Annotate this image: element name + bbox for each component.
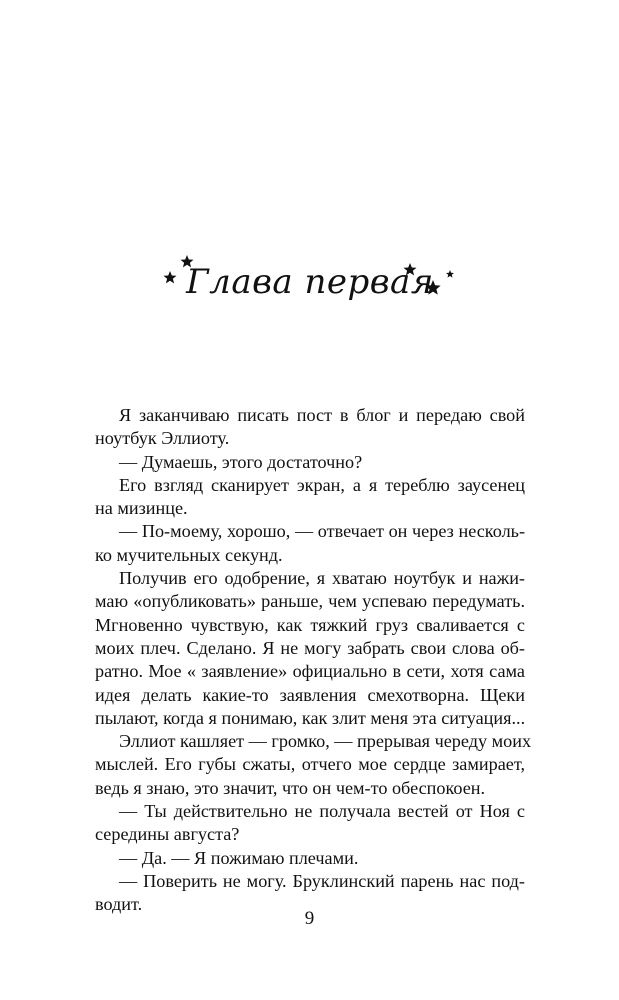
text-line: — Думаешь, этого достаточно?: [119, 451, 363, 472]
text-line: Я заканчиваю писать пост в блог и передаю свой: [119, 405, 525, 425]
text-line: маю «опубликовать» раньше, чем успеваю передумать.: [95, 591, 525, 612]
page-number: 9: [304, 908, 315, 929]
text-line: ратно. Мое « заявление» официально в сети, хотя сама: [95, 661, 525, 682]
text-line: моих плеч. Сделано. Я не могу забрать свои слова об-: [95, 637, 525, 658]
chapter-body-text: [95, 404, 532, 917]
text-line: ко мучительных секунд.: [95, 544, 283, 565]
text-line: мыслей. Его губы сжаты, отчего мое сердце замирает,: [95, 754, 525, 775]
text-line: — Поверить не могу. Бруклинский парень нас под-: [119, 870, 525, 891]
text-line: — Ты действительно не получала вестей от Ноя с: [119, 801, 525, 822]
text-line: Мгновенно чувствую, как тяжкий груз сваливается с: [95, 614, 525, 635]
text-line: Эллиот кашляет — громко, — прерывая череду моих: [119, 731, 532, 752]
text-line: ведь я знаю, это значит, что он чем-то обеспокоен.: [95, 777, 486, 798]
text-line: ноутбук Эллиоту.: [95, 428, 230, 449]
chapter-title: Глава первая: [186, 262, 434, 302]
text-line: Его взгляд сканирует экран, а я тереблю заусенец: [119, 474, 525, 495]
text-line: — По-моему, хорошо, — отвечает он через несколь-: [119, 521, 525, 542]
text-line: пылают, когда я понимаю, как злит меня эта ситуация...: [95, 707, 526, 728]
text-line: водит.: [95, 894, 143, 915]
text-line: на мизинце.: [95, 498, 188, 519]
text-line: Получив его одобрение, я хватаю ноутбук и нажи-: [119, 568, 525, 589]
text-line: — Да. — Я пожимаю плечами.: [119, 847, 359, 868]
text-line: середины августа?: [95, 824, 240, 845]
text-line: идея делать какие-то заявления смехотворна. Щеки: [95, 684, 525, 705]
